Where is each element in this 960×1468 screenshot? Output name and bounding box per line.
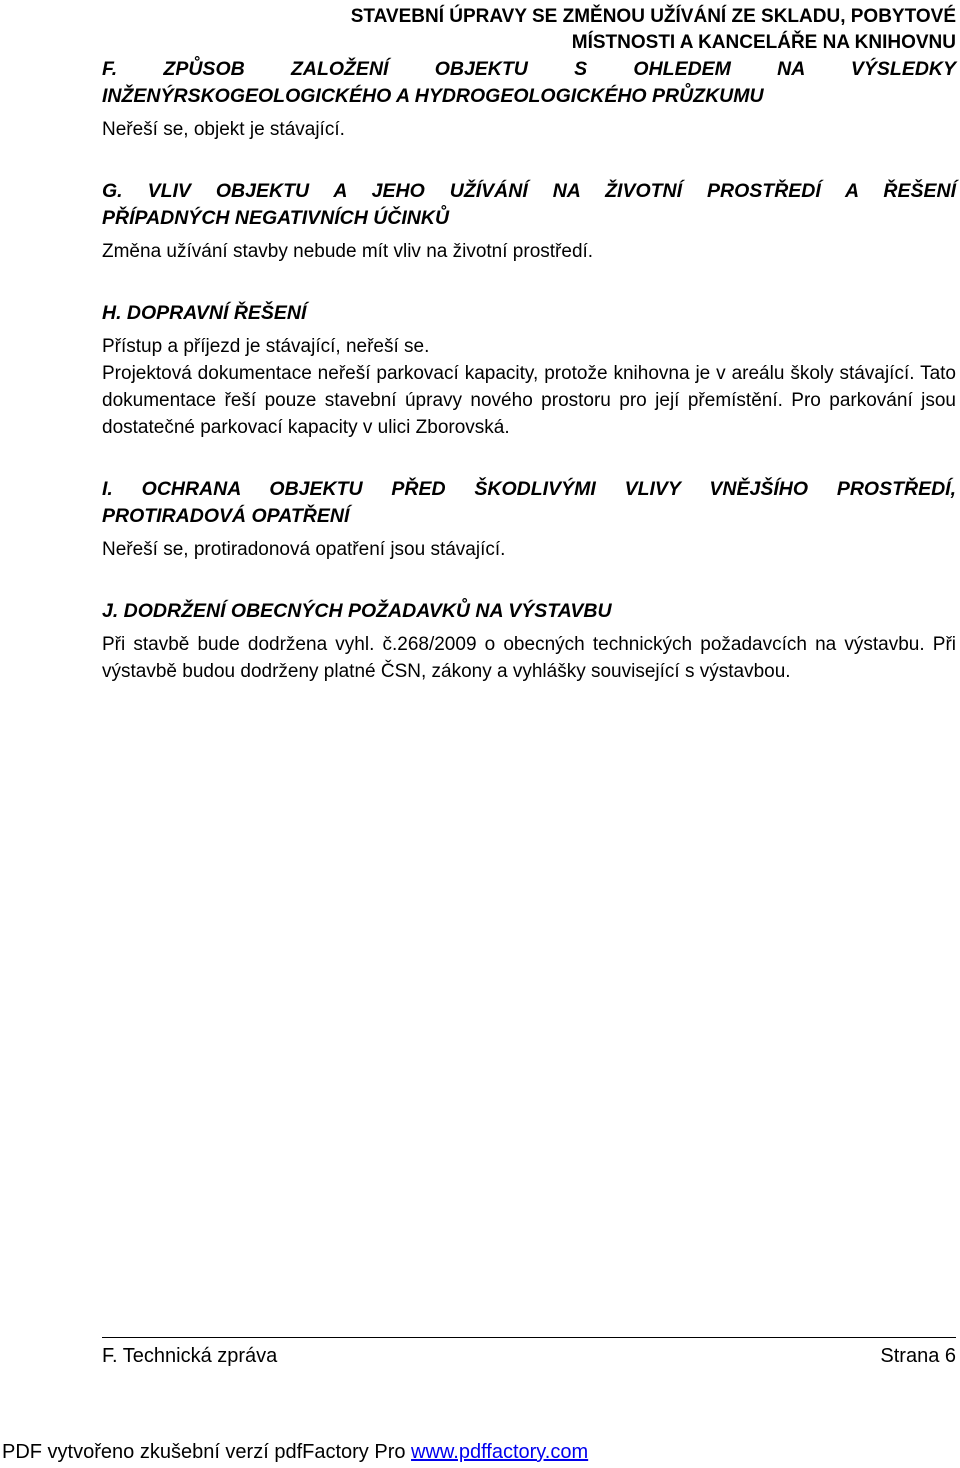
section-i	[102, 476, 956, 563]
section-g-title-line-2: PŘÍPADNÝCH NEGATIVNÍCH ÚČINKŮ	[102, 207, 450, 229]
footer-divider	[102, 1337, 956, 1338]
document-header	[96, 4, 956, 56]
document-body	[102, 56, 956, 720]
header-line-2: MÍSTNOSTI A KANCELÁŘE NA KNIHOVNU	[571, 32, 956, 53]
section-f	[102, 56, 956, 143]
pdffactory-link[interactable]: www.pdffactory.com	[411, 1441, 589, 1463]
section-g-text: Změna užívání stavby nebude mít vliv na životní prostředí.	[102, 241, 594, 262]
footer-document-name: F. Technická zpráva	[102, 1345, 278, 1367]
section-i-title-line-1: I. OCHRANA OBJEKTU PŘED ŠKODLIVÝMI VLIVY VNĚJŠÍHO PROSTŘEDÍ,	[102, 478, 956, 500]
section-h-text-1: Přístup a příjezd je stávající, neřeší se.	[102, 336, 430, 357]
section-f-title-line-2: INŽENÝRSKOGEOLOGICKÉHO A HYDROGEOLOGICKÉHO PRŮZKUMU	[102, 85, 764, 107]
section-g-title-line-1: G. VLIV OBJEKTU A JEHO UŽÍVÁNÍ NA ŽIVOTNÍ PROSTŘEDÍ A ŘEŠENÍ	[102, 180, 956, 202]
pdf-watermark-note	[2, 1438, 588, 1466]
section-h	[102, 300, 956, 441]
page-footer	[102, 1342, 956, 1370]
pdf-note-text: PDF vytvořeno zkušební verzí pdfFactory Pro	[2, 1441, 412, 1463]
section-f-text: Neřeší se, objekt je stávající.	[102, 119, 345, 140]
header-line-1: STAVEBNÍ ÚPRAVY SE ZMĚNOU UŽÍVÁNÍ ZE SKLADU, POBYTOVÉ	[350, 6, 956, 27]
footer-page-number: Strana 6	[880, 1345, 956, 1367]
section-j-text: Při stavbě bude dodržena vyhl. č.268/2009 o obecných technických požadavcích na výstavbu. Při výstavbě budou dodrženy platné ČSN, zákony a vyhlášky související s výstavbou.	[102, 634, 956, 682]
section-f-title-line-1: F. ZPŮSOB ZALOŽENÍ OBJEKTU S OHLEDEM NA VÝSLEDKY	[102, 58, 956, 80]
section-h-title: H. DOPRAVNÍ ŘEŠENÍ	[102, 302, 307, 324]
section-i-title-line-2: PROTIRADOVÁ OPATŘENÍ	[102, 505, 350, 527]
section-g	[102, 178, 956, 265]
section-j-title: J. DODRŽENÍ OBECNÝCH POŽADAVKŮ NA VÝSTAVBU	[102, 600, 612, 622]
section-j	[102, 598, 956, 685]
section-h-text-2: Projektová dokumentace neřeší parkovací kapacity, protože knihovna je v areálu školy stávající. Tato dokumentace řeší pouze stavební úpravy nového prostoru pro její přemístění. Pro parkování jsou dostatečné parkovací kapacity v ulici Zborovská.	[102, 363, 956, 438]
section-i-text: Neřeší se, protiradonová opatření jsou stávající.	[102, 539, 506, 560]
